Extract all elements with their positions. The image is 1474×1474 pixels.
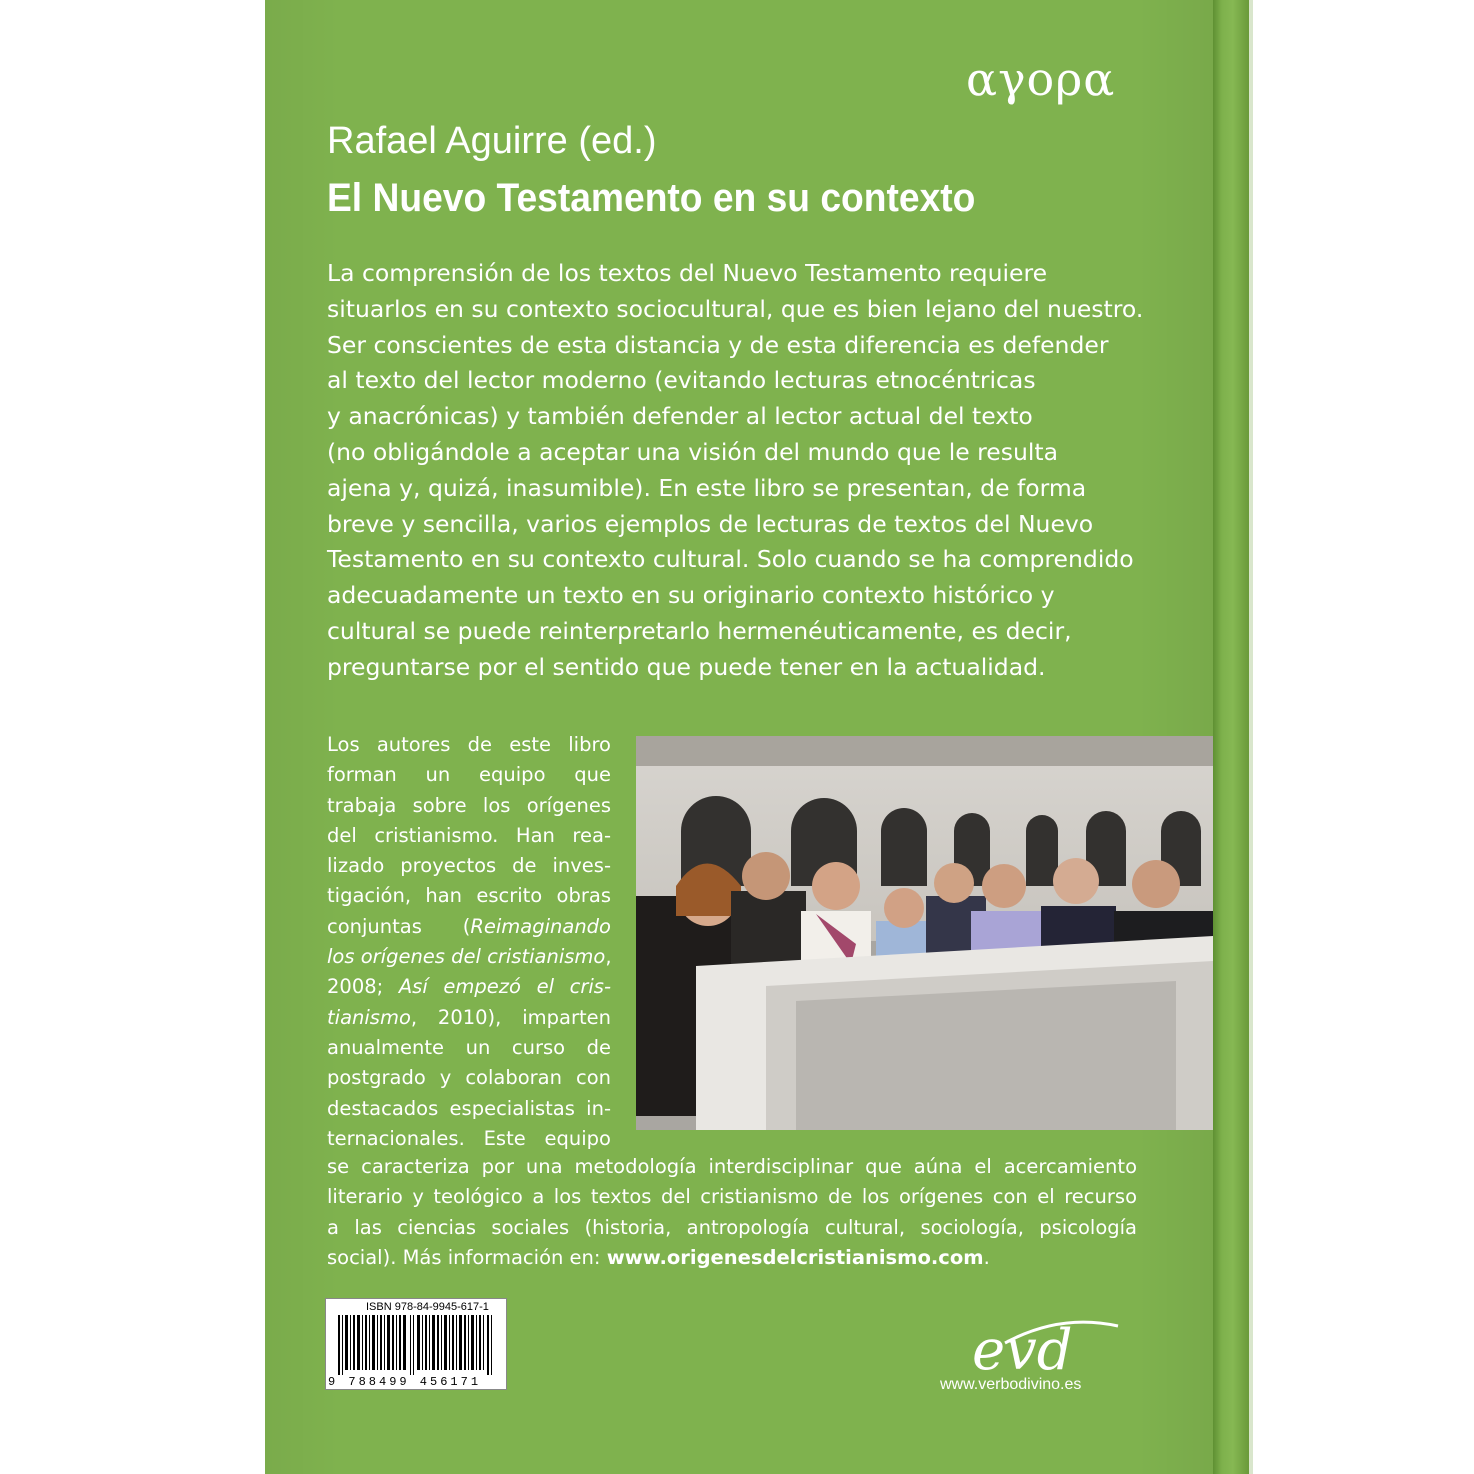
synopsis-line: cultural se puede reinterpretarlo hermenéuticamente, es decir, — [327, 616, 1072, 645]
bio-line — [327, 1243, 1137, 1273]
barcode — [325, 1298, 507, 1390]
synopsis-line: Testamento en su contexto cultural. Solo cuando se ha comprendido — [327, 545, 1134, 574]
spine-edge — [1249, 0, 1253, 1474]
book-reference: Reimaginando — [470, 914, 611, 938]
publisher-website: www.verbodivino.es — [940, 1376, 1082, 1393]
synopsis-line: preguntarse por el sentido que puede tener en la actualidad. — [327, 652, 1046, 681]
synopsis-line: breve y sencilla, varios ejemplos de lecturas de textos del Nuevo — [327, 509, 1094, 538]
authors-bio-narrow — [327, 730, 611, 1154]
synopsis-line: al texto del lector moderno (evitando lecturas etnocéntricas — [327, 366, 1036, 395]
bio-text: social). Más información en: — [327, 1245, 607, 1269]
author-name: Rafael Aguirre (ed.) — [327, 120, 657, 162]
authors-bio-wide — [327, 1152, 1137, 1273]
logo-swoosh-icon — [1000, 1318, 1120, 1348]
synopsis-line: y anacrónicas) y también defender al lector actual del texto — [327, 402, 1033, 431]
synopsis-line: adecuadamente un texto en su originario contexto histórico y — [327, 581, 1055, 610]
authors-group-photo — [636, 736, 1213, 1130]
bio-line: trabaja sobre los orígenes — [327, 793, 611, 817]
collection-logo: αγορα — [966, 52, 1116, 106]
book-spine — [1213, 0, 1249, 1474]
bio-text: , 2010), imparten — [410, 1005, 611, 1029]
bio-line: lizado proyectos de inves- — [327, 854, 611, 878]
bio-line: ternacionales. Este equipo — [327, 1126, 611, 1150]
bio-text: conjuntas ( — [327, 914, 471, 938]
synopsis-line: Ser conscientes de esta distancia y de esta diferencia es defender — [327, 330, 1109, 359]
barcode-bars — [326, 1315, 506, 1375]
bio-line — [327, 972, 611, 1002]
book-reference: tianismo — [327, 1005, 411, 1029]
book-title: El Nuevo Testamento en su contexto — [327, 176, 976, 220]
bio-line: tigación, han escrito obras — [327, 884, 611, 908]
bio-line: destacados especialistas in- — [327, 1096, 611, 1120]
bio-text: , — [605, 945, 612, 969]
book-reference: los orígenes del cristianismo — [327, 945, 606, 969]
publisher-logo: evd — [972, 1318, 1073, 1383]
synopsis-line: (no obligándole a aceptar una visión del mundo que le resulta — [327, 437, 1059, 466]
ean-number: 9 788499 456171 — [328, 1375, 482, 1389]
bio-line: literario y teológico a los textos del cristianismo de los orígenes con el recurso — [327, 1185, 1137, 1209]
bio-line: a las ciencias sociales (historia, antropología cultural, sociología, psicología — [327, 1215, 1137, 1239]
bio-line — [327, 912, 611, 942]
authors-photo-image — [636, 736, 1213, 1130]
bio-line — [327, 1003, 611, 1033]
bio-line — [327, 942, 611, 972]
bio-text: . — [983, 1245, 990, 1269]
bio-line: Los autores de este libro — [327, 733, 611, 756]
synopsis-line: ajena y, quizá, inasumible). En este libro se presentan, de forma — [327, 473, 1087, 502]
bio-line: del cristianismo. Han rea- — [327, 823, 611, 847]
synopsis — [327, 256, 1167, 686]
isbn-number: ISBN 978-84-9945-617-1 — [366, 1301, 489, 1313]
bio-line: anualmente un curso de — [327, 1035, 611, 1059]
synopsis-line: La comprensión de los textos del Nuevo Testamento requiere — [327, 259, 1048, 287]
synopsis-line: situarlos en su contexto sociocultural, que es bien lejano del nuestro. — [327, 294, 1144, 323]
bio-line: se caracteriza por una metodología interdisciplinar que aúna el acercamiento — [327, 1155, 1137, 1178]
bio-line: forman un equipo que — [327, 763, 611, 787]
bio-text: 2008; — [327, 975, 399, 999]
website-link: www.origenesdelcristianismo.com — [606, 1245, 984, 1269]
book-reference: Así empezó el cris- — [398, 975, 611, 999]
bio-line: postgrado y colaboran con — [327, 1066, 611, 1090]
